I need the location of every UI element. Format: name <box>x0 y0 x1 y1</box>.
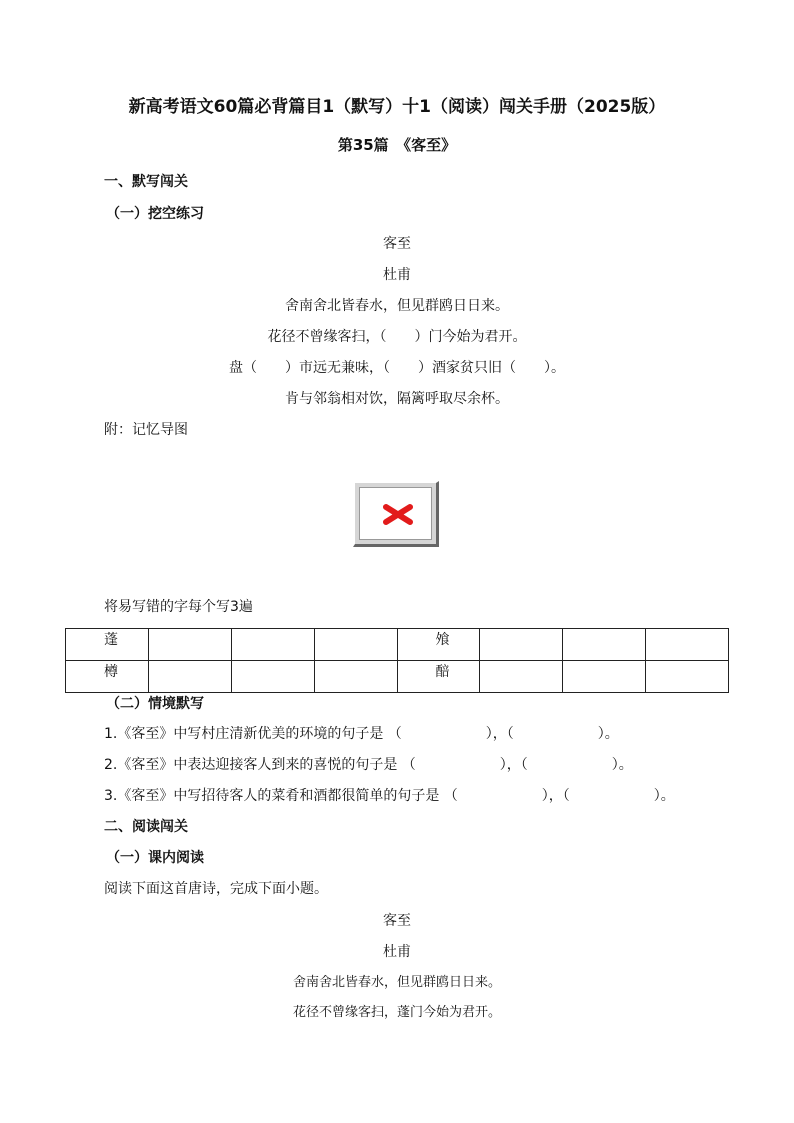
document-title: 新高考语文60篇必背篇目1（默写）十1（阅读）闯关手册（2025版） <box>128 97 666 117</box>
practice-char-cell: 飧 <box>397 629 480 661</box>
table-row <box>66 661 729 693</box>
reading-part-1-heading: （一）课内阅读 <box>106 850 204 866</box>
part-2-heading: （二）情境默写 <box>106 696 204 712</box>
question-3: 3.《客至》中写招待客人的菜肴和酒都很简单的句子是 （ ），（ ）。 <box>104 788 675 804</box>
practice-instruction: 将易写错的字每个写3遍 <box>104 599 253 615</box>
writing-practice-table <box>65 628 729 693</box>
practice-char-cell: 蓬 <box>66 629 149 661</box>
section-2-heading: 二、阅读闯关 <box>104 819 188 835</box>
poem-line: 肯与邻翁相对饮，隔篱呼取尽余杯。 <box>285 391 509 407</box>
reading-poem-author: 杜甫 <box>383 944 411 960</box>
poem-author: 杜甫 <box>383 267 411 283</box>
practice-blank-cell[interactable] <box>563 629 646 661</box>
reading-poem-line: 花径不曾缘客扫，蓬门今始为君开。 <box>292 1005 501 1020</box>
poem-line: 舍南舍北皆春水，但见群鸥日日来。 <box>285 298 509 314</box>
broken-image-icon <box>353 481 439 547</box>
question-1: 1.《客至》中写村庄清新优美的环境的句子是 （ ），（ ）。 <box>104 726 619 742</box>
practice-blank-cell[interactable] <box>480 661 563 693</box>
reading-poem-title: 客至 <box>383 913 411 929</box>
question-2: 2.《客至》中表达迎接客人到来的喜悦的句子是 （ ），（ ）。 <box>104 757 633 773</box>
poem-line: 花径不曾缘客扫，（ ）门今始为君开。 <box>267 329 527 345</box>
reading-poem-line: 舍南舍北皆春水，但见群鸥日日来。 <box>292 975 501 990</box>
practice-blank-cell[interactable] <box>314 629 397 661</box>
practice-blank-cell[interactable] <box>148 661 231 693</box>
table-row <box>66 629 729 661</box>
poem-title: 客至 <box>383 236 411 252</box>
practice-blank-cell[interactable] <box>231 661 314 693</box>
reading-instruction: 阅读下面这首唐诗，完成下面小题。 <box>104 881 328 897</box>
practice-char-cell: 醅 <box>397 661 480 693</box>
practice-blank-cell[interactable] <box>646 661 729 693</box>
practice-blank-cell[interactable] <box>563 661 646 693</box>
practice-blank-cell[interactable] <box>314 661 397 693</box>
poem-line: 盘（ ）市远无兼味，（ ）酒家贫只旧（ ）。 <box>229 360 565 376</box>
section-1-heading: 一、默写闯关 <box>104 174 188 190</box>
practice-blank-cell[interactable] <box>646 629 729 661</box>
attachment-label: 附：记忆导图 <box>104 422 188 438</box>
document-subtitle: 第35篇 《客至》 <box>337 136 457 154</box>
practice-blank-cell[interactable] <box>480 629 563 661</box>
practice-blank-cell[interactable] <box>231 629 314 661</box>
part-1-heading: （一）挖空练习 <box>106 206 204 222</box>
practice-char-cell: 樽 <box>66 661 149 693</box>
practice-blank-cell[interactable] <box>148 629 231 661</box>
